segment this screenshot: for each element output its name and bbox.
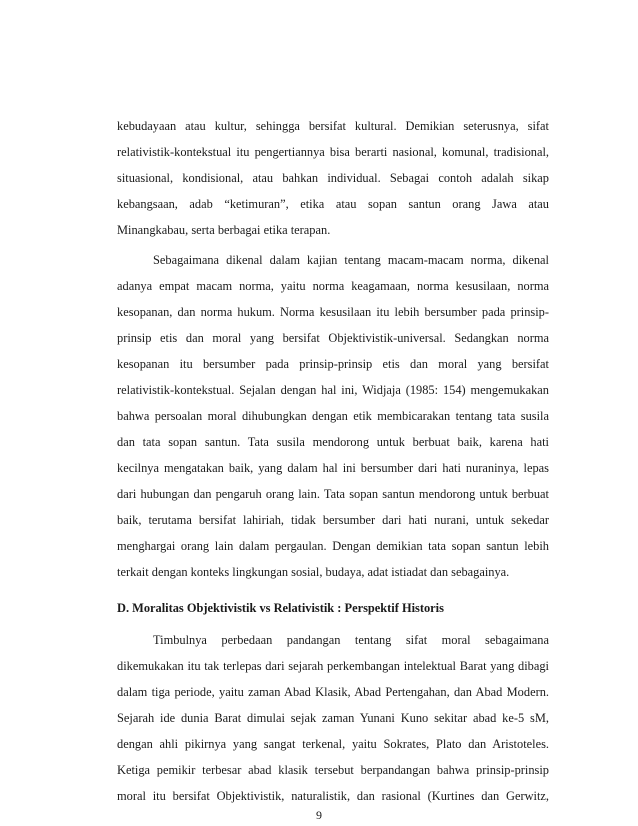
- text-line: terkait dengan konteks lingkungan sosial, budaya, adat istiadat dan sebagainya.: [117, 565, 510, 579]
- text-line: situasional, kondisional, atau bahkan individual. Sebagai contoh adalah sikap: [117, 171, 549, 185]
- text-line: baik, terutama bersifat lahiriah, tidak bersumber dari hati nurani, untuk sekedar: [117, 513, 549, 527]
- text-line: moral itu bersifat Objektivistik, naturalistik, dan rasional (Kurtines dan Gerwitz,: [117, 789, 549, 803]
- text-line: relativistik-kontekstual itu pengertiannya bisa berarti nasional, komunal, tradisional,: [117, 145, 549, 159]
- text-line: kesopanan, dan norma hukum. Norma kesusilaan itu lebih bersumber pada prinsip-: [117, 305, 549, 319]
- text-line: dalam tiga periode, yaitu zaman Abad Klasik, Abad Pertengahan, dan Abad Modern.: [117, 685, 549, 699]
- text-line: Sebagaimana dikenal dalam kajian tentang macam-macam norma, dikenal: [153, 253, 549, 267]
- text-line: dari hubungan dan pengaruh orang lain. Tata sopan santun mendorong untuk berbuat: [117, 487, 549, 501]
- text-line: relativistik-kontekstual. Sejalan dengan hal ini, Widjaja (1985: 154) mengemukakan: [117, 383, 549, 397]
- text-line: menghargai orang lain dalam pergaulan. Dengan demikian tata sopan santun lebih: [117, 539, 549, 553]
- text-line: dikemukakan itu tak terlepas dari sejarah perkembangan intelektual Barat yang dibagi: [117, 659, 549, 673]
- text-line: kebangsaan, adab “ketimuran”, etika atau sopan santun orang Jawa atau: [117, 197, 549, 211]
- text-line: kesopanan itu bersumber pada prinsip-prinsip etis dan moral yang bersifat: [117, 357, 549, 371]
- text-line: bahwa persoalan moral dihubungkan dengan etik membicarakan tentang tata susila: [117, 409, 549, 423]
- text-line: kebudayaan atau kultur, sehingga bersifat kultural. Demikian seterusnya, sifat: [117, 119, 549, 133]
- text-line: prinsip etis dan moral yang bersifat Objektivistik-universal. Sedangkan norma: [117, 331, 549, 345]
- text-line: dengan ahli pikirnya yang sangat terkenal, yaitu Sokrates, Plato dan Aristoteles.: [117, 737, 549, 751]
- text-line: Minangkabau, serta berbagai etika terapan.: [117, 223, 331, 237]
- section-heading: D. Moralitas Objektivistik vs Relativistik : Perspektif Historis: [117, 601, 444, 615]
- page-number: 9: [316, 808, 322, 822]
- text-line: Ketiga pemikir terbesar abad klasik tersebut berpandangan bahwa prinsip-prinsip: [117, 763, 549, 777]
- text-line: Timbulnya perbedaan pandangan tentang sifat moral sebagaimana: [153, 633, 549, 647]
- text-line: kecilnya mengatakan baik, yang dalam hal ini bersumber dari hati nuraninya, lepas: [117, 461, 549, 475]
- text-line: adanya empat macam norma, yaitu norma keagamaan, norma kesusilaan, norma: [117, 279, 549, 293]
- text-line: Sejarah ide dunia Barat dimulai sejak zaman Yunani Kuno sekitar abad ke-5 sM,: [117, 711, 549, 725]
- text-line: dan tata sopan santun. Tata susila mendorong untuk berbuat baik, karena hati: [117, 435, 549, 449]
